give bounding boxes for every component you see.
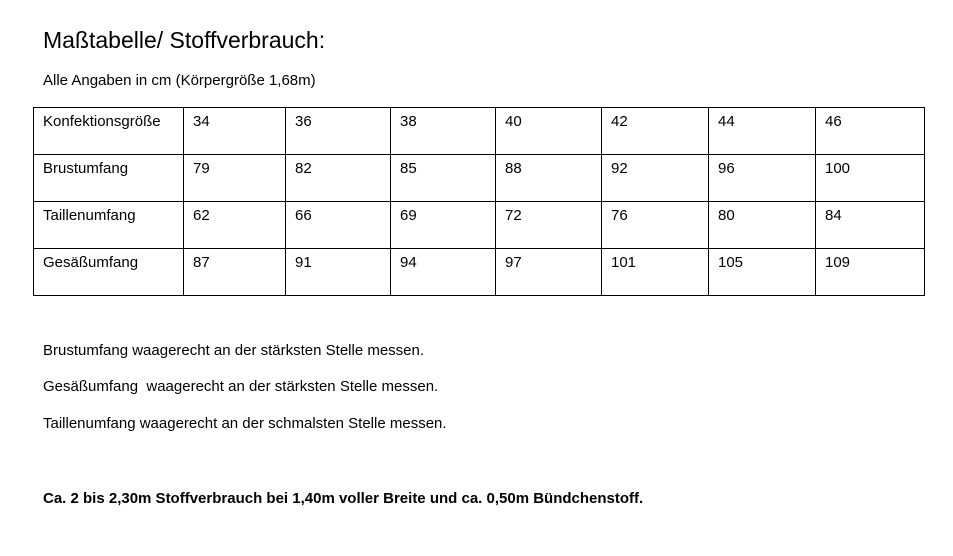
fabric-consumption-note: Ca. 2 bis 2,30m Stoffverbrauch bei 1,40m voller Breite und ca. 0,50m Bündchenstoff. bbox=[43, 490, 644, 507]
note-hip: Gesäßumfang waagerecht an der stärksten Stelle messen. bbox=[43, 378, 439, 395]
row-label: Taillenumfang bbox=[34, 202, 184, 249]
table-cell: 109 bbox=[816, 249, 925, 296]
table-cell: 91 bbox=[286, 249, 391, 296]
table-cell: 92 bbox=[602, 155, 709, 202]
row-label: Konfektionsgröße bbox=[34, 108, 184, 155]
note-bust: Brustumfang waagerecht an der stärksten Stelle messen. bbox=[43, 342, 425, 359]
table-row-bust bbox=[34, 155, 925, 202]
table-cell: 82 bbox=[286, 155, 391, 202]
table-cell: 105 bbox=[709, 249, 816, 296]
table-cell: 84 bbox=[816, 202, 925, 249]
table-cell: 80 bbox=[709, 202, 816, 249]
table-cell: 72 bbox=[496, 202, 602, 249]
table-cell: 100 bbox=[816, 155, 925, 202]
table-cell: 79 bbox=[184, 155, 286, 202]
table-row-size bbox=[34, 108, 925, 155]
table-cell: 66 bbox=[286, 202, 391, 249]
page-title: Maßtabelle/ Stoffverbrauch: bbox=[43, 27, 326, 53]
table-cell: 42 bbox=[602, 108, 709, 155]
row-label: Gesäßumfang bbox=[34, 249, 184, 296]
page-subtitle: Alle Angaben in cm (Körpergröße 1,68m) bbox=[43, 72, 316, 89]
table-cell: 34 bbox=[184, 108, 286, 155]
note-waist: Taillenumfang waagerecht an der schmalsten Stelle messen. bbox=[43, 415, 447, 432]
table-row-waist bbox=[34, 202, 925, 249]
table-cell: 87 bbox=[184, 249, 286, 296]
table-cell: 76 bbox=[602, 202, 709, 249]
table-cell: 101 bbox=[602, 249, 709, 296]
table-cell: 88 bbox=[496, 155, 602, 202]
table-cell: 69 bbox=[391, 202, 496, 249]
table-row-hip bbox=[34, 249, 925, 296]
table-cell: 44 bbox=[709, 108, 816, 155]
table-cell: 97 bbox=[496, 249, 602, 296]
table-cell: 94 bbox=[391, 249, 496, 296]
table-cell: 36 bbox=[286, 108, 391, 155]
table-cell: 40 bbox=[496, 108, 602, 155]
table-cell: 38 bbox=[391, 108, 496, 155]
size-table bbox=[33, 107, 925, 296]
table-cell: 96 bbox=[709, 155, 816, 202]
table-cell: 62 bbox=[184, 202, 286, 249]
row-label: Brustumfang bbox=[34, 155, 184, 202]
table-cell: 85 bbox=[391, 155, 496, 202]
table-cell: 46 bbox=[816, 108, 925, 155]
